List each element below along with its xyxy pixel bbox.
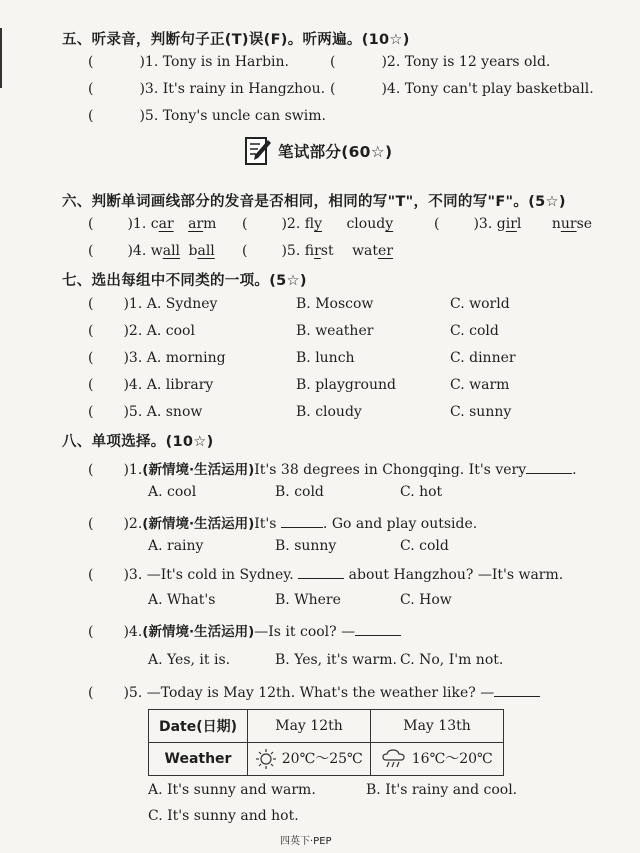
question-6-1: ( )1. car arm — [88, 216, 217, 232]
question-8-3: ( )3. —It's cold in Sydney. about Hangzhou? —It's warm. — [88, 567, 564, 583]
question-7-1: ( )1. A. Sydney — [88, 296, 218, 312]
question-8-2: ( )2.(新情境·生活运用)It's . Go and play outside. — [88, 516, 478, 532]
question-8-1: ( )1.(新情境·生活运用)It's 38 degrees in Chongqing. It's very . — [88, 462, 577, 478]
section-8-title: 八、单项选择。(10☆) — [62, 434, 214, 450]
question-5-1: ( )1. Tony is in Harbin. — [88, 54, 290, 70]
option-8-5-a: A. It's sunny and warm. — [148, 782, 316, 798]
option-7-4-c: C. warm — [450, 377, 510, 393]
question-7-3: ( )3. A. morning — [88, 350, 226, 366]
option-8-1-a: A. cool — [148, 484, 197, 500]
option-8-4-b: B. Yes, it's warm. — [275, 652, 397, 668]
question-6-4: ( )4. wall ball — [88, 243, 215, 259]
table-weather-1: 20℃～25℃ — [248, 743, 371, 776]
option-7-2-c: C. cold — [450, 323, 499, 339]
question-5-5: ( )5. Tony's uncle can swim. — [88, 108, 326, 124]
option-7-1-c: C. world — [450, 296, 510, 312]
option-8-4-c: C. No, I'm not. — [400, 652, 504, 668]
written-part-title: 笔试部分(60☆) — [278, 143, 393, 161]
table-weather-2: 16℃～20℃ — [371, 743, 504, 776]
option-8-4-a: A. Yes, it is. — [148, 652, 231, 668]
option-7-5-b: B. cloudy — [296, 404, 362, 420]
question-8-4: ( )4.(新情境·生活运用)—Is it cool? — — [88, 620, 401, 640]
option-7-3-b: B. lunch — [296, 350, 355, 366]
page-edge-mark — [0, 28, 6, 88]
section-6-title: 六、判断单词画线部分的发音是否相同，相同的写"T"，不同的写"F"。(5☆) — [62, 194, 566, 210]
option-8-2-c: C. cold — [400, 538, 449, 554]
table-header-date: Date(日期) — [149, 710, 248, 743]
option-8-2-a: A. rainy — [148, 538, 204, 554]
question-7-4: ( )4. A. library — [88, 377, 214, 393]
option-8-1-b: B. cold — [275, 484, 324, 500]
question-7-5: ( )5. A. snow — [88, 404, 203, 420]
option-7-2-b: B. weather — [296, 323, 374, 339]
question-5-4: ( )4. Tony can't play basketball. — [330, 81, 594, 97]
option-7-5-c: C. sunny — [450, 404, 512, 420]
notebook-pencil-icon — [244, 136, 272, 166]
option-8-5-b: B. It's rainy and cool. — [366, 782, 518, 798]
rain-cloud-icon — [381, 748, 407, 770]
sun-icon — [255, 748, 277, 770]
option-7-4-b: B. playground — [296, 377, 396, 393]
question-5-3: ( )3. It's rainy in Hangzhou. — [88, 81, 326, 97]
written-part-heading — [244, 136, 392, 166]
table-header-weather: Weather — [149, 743, 248, 776]
weather-table — [148, 709, 504, 776]
option-7-3-c: C. dinner — [450, 350, 516, 366]
question-8-5: ( )5. —Today is May 12th. What's the weather like? — — [88, 684, 540, 701]
option-8-5-c: C. It's sunny and hot. — [148, 808, 299, 824]
question-5-2: ( )2. Tony is 12 years old. — [330, 54, 551, 70]
option-8-2-b: B. sunny — [275, 538, 337, 554]
page-footer: 四英下·PEP — [280, 836, 332, 847]
question-6-3: ( )3. girl nurse — [434, 216, 593, 232]
option-8-3-c: C. How — [400, 592, 452, 608]
table-date-2: May 13th — [371, 710, 504, 743]
table-date-1: May 12th — [248, 710, 371, 743]
question-7-2: ( )2. A. cool — [88, 323, 195, 339]
question-6-5: ( )5. first water — [242, 243, 394, 259]
section-5-title: 五、听录音，判断句子正(T)误(F)。听两遍。(10☆) — [62, 32, 410, 48]
option-8-3-a: A. What's — [148, 592, 216, 608]
question-6-2: ( )2. fly cloudy — [242, 216, 394, 232]
option-7-1-b: B. Moscow — [296, 296, 374, 312]
section-7-title: 七、选出每组中不同类的一项。(5☆) — [62, 273, 307, 289]
option-8-3-b: B. Where — [275, 592, 341, 608]
option-8-1-c: C. hot — [400, 484, 443, 500]
